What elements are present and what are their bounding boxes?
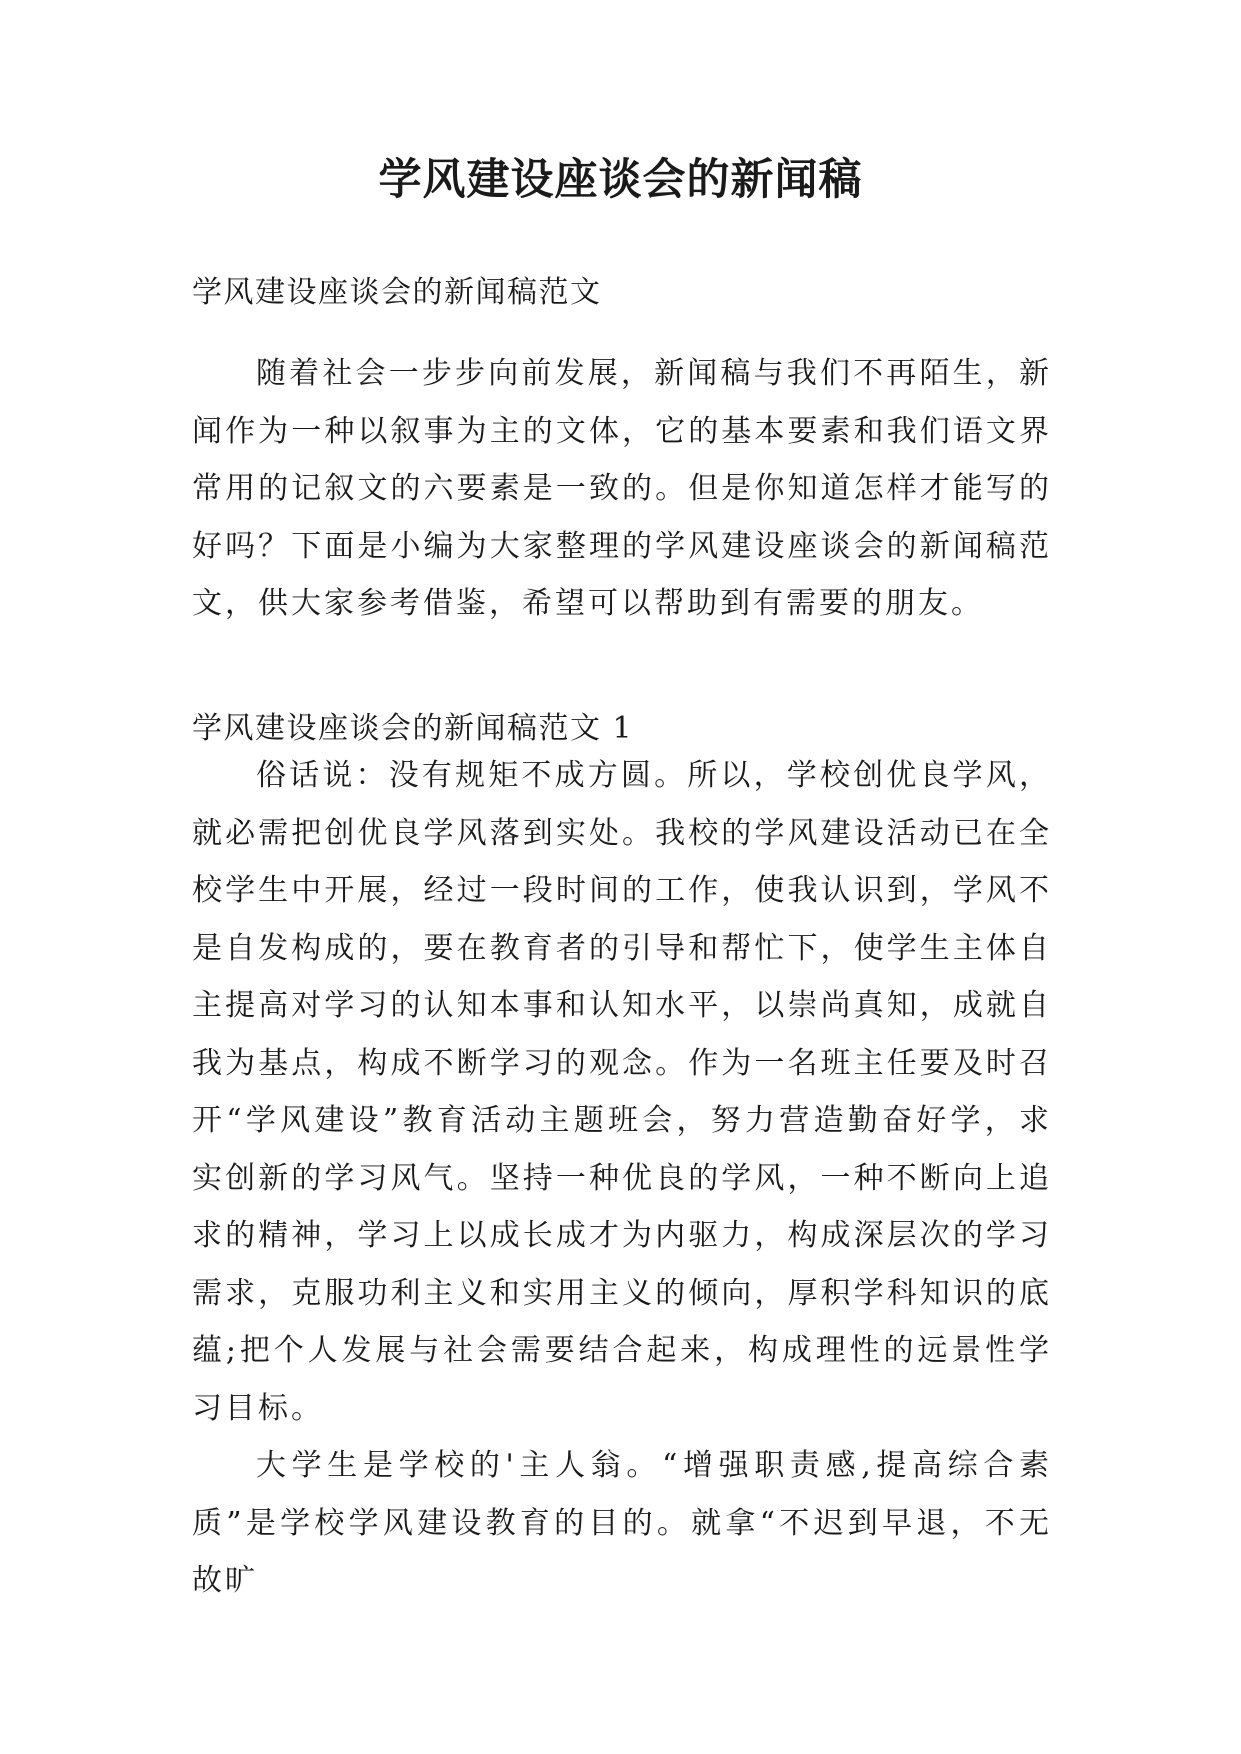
document-title: 学风建设座谈会的新闻稿 — [378, 155, 863, 205]
intro-section — [192, 345, 1052, 633]
section-heading-1: 学风建设座谈会的新闻稿范文 1 — [192, 711, 634, 746]
section-1-body — [192, 747, 1052, 1610]
intro-paragraph: 随着社会一步步向前发展，新闻稿与我们不再陌生，新闻作为一种以叙事为主的文体，它的基本要素和我们语文界常用的记叙文的六要素是一致的。但是你知道怎样才能写的好吗？下面是小编为大家整理的学风建设座谈会的新闻稿范文，供大家参考借鉴，希望可以帮助到有需要的朋友。 — [192, 356, 1052, 621]
section-heading-intro: 学风建设座谈会的新闻稿范文 — [192, 275, 602, 310]
section-1-paragraph: 大学生是学校的'主人翁。“增强职责感,提高综合素质”是学校学风建设教育的目的。就拿“不迟到早退，不无故旷 — [192, 1448, 1052, 1598]
section-1-paragraph: 俗话说：没有规矩不成方圆。所以，学校创优良学风，就必需把创优良学风落到实处。我校的学风建设活动已在全校学生中开展，经过一段时间的工作，使我认识到，学风不是自发构成的，要在教育者的引导和帮忙下，使学生主体自主提高对学习的认知本事和认知水平，以崇尚真知，成就自我为基点，构成不断学习的观念。作为一名班主任要及时召开“学风建设”教育活动主题班会，努力营造勤奋好学，求实创新的学习风气。坚持一种优良的学风，一种不断向上追求的精神，学习上以成长成才为内驱力，构成深层次的学习需求，克服功利主义和实用主义的倾向，厚积学科知识的底蕴;把个人发展与社会需要结合起来，构成理性的远景性学习目标。 — [192, 758, 1052, 1426]
